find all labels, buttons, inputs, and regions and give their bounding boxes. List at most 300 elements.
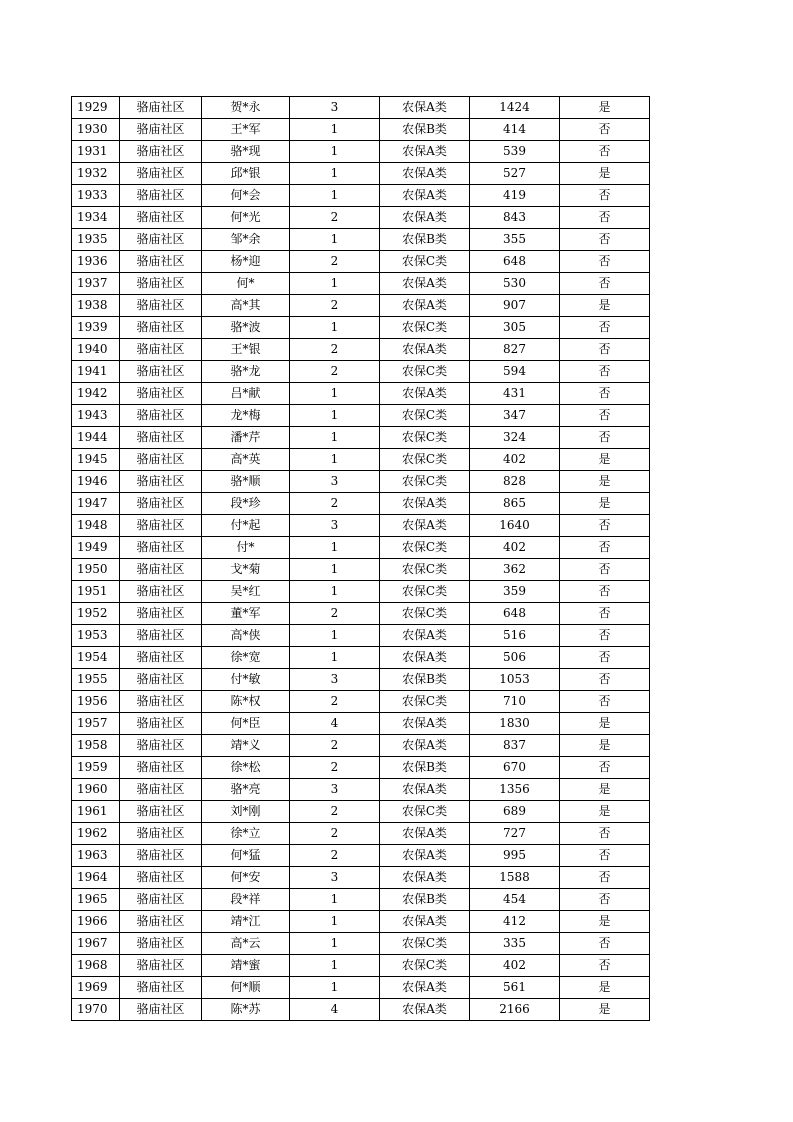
name-cell: 靖*江 [202,911,290,933]
community-cell: 骆庙社区 [120,471,202,493]
table-row [72,977,650,999]
row-id-cell: 1948 [72,515,120,537]
row-id-cell: 1958 [72,735,120,757]
name-cell: 骆*波 [202,317,290,339]
table-row [72,735,650,757]
status-cell: 否 [560,317,650,339]
row-id-cell: 1940 [72,339,120,361]
amount-cell: 454 [470,889,560,911]
insurance-type-cell: 农保C类 [380,691,470,713]
insurance-type-cell: 农保C类 [380,449,470,471]
amount-cell: 1053 [470,669,560,691]
status-cell: 是 [560,735,650,757]
table-row [72,999,650,1021]
insurance-type-cell: 农保B类 [380,889,470,911]
insurance-type-cell: 农保A类 [380,207,470,229]
household-count-cell: 1 [290,229,380,251]
household-count-cell: 1 [290,647,380,669]
household-count-cell: 3 [290,867,380,889]
insurance-type-cell: 农保C类 [380,361,470,383]
amount-cell: 527 [470,163,560,185]
insurance-type-cell: 农保C类 [380,955,470,977]
name-cell: 邹*余 [202,229,290,251]
insurance-type-cell: 农保C类 [380,933,470,955]
table-row [72,295,650,317]
status-cell: 是 [560,163,650,185]
table-row [72,185,650,207]
community-cell: 骆庙社区 [120,427,202,449]
status-cell: 否 [560,251,650,273]
status-cell: 否 [560,933,650,955]
name-cell: 刘*刚 [202,801,290,823]
status-cell: 否 [560,669,650,691]
community-cell: 骆庙社区 [120,493,202,515]
status-cell: 否 [560,119,650,141]
table-row [72,361,650,383]
community-cell: 骆庙社区 [120,977,202,999]
table-row [72,383,650,405]
status-cell: 是 [560,779,650,801]
row-id-cell: 1942 [72,383,120,405]
insurance-type-cell: 农保A类 [380,339,470,361]
status-cell: 是 [560,977,650,999]
household-count-cell: 3 [290,515,380,537]
row-id-cell: 1949 [72,537,120,559]
household-count-cell: 1 [290,889,380,911]
insurance-type-cell: 农保B类 [380,757,470,779]
household-count-cell: 3 [290,97,380,119]
insurance-type-cell: 农保C类 [380,317,470,339]
amount-cell: 412 [470,911,560,933]
table-row [72,559,650,581]
insurance-type-cell: 农保A类 [380,273,470,295]
amount-cell: 837 [470,735,560,757]
name-cell: 何* [202,273,290,295]
household-count-cell: 2 [290,207,380,229]
name-cell: 何*会 [202,185,290,207]
community-cell: 骆庙社区 [120,669,202,691]
status-cell: 否 [560,603,650,625]
insurance-type-cell: 农保A类 [380,713,470,735]
insurance-type-cell: 农保A类 [380,911,470,933]
community-cell: 骆庙社区 [120,581,202,603]
community-cell: 骆庙社区 [120,647,202,669]
row-id-cell: 1951 [72,581,120,603]
table-row [72,471,650,493]
name-cell: 王*军 [202,119,290,141]
status-cell: 是 [560,801,650,823]
household-count-cell: 2 [290,603,380,625]
community-cell: 骆庙社区 [120,955,202,977]
name-cell: 董*军 [202,603,290,625]
name-cell: 高*英 [202,449,290,471]
name-cell: 陈*苏 [202,999,290,1021]
insurance-type-cell: 农保C类 [380,471,470,493]
household-count-cell: 4 [290,713,380,735]
table-row [72,493,650,515]
table-row [72,449,650,471]
status-cell: 是 [560,471,650,493]
community-cell: 骆庙社区 [120,867,202,889]
status-cell: 否 [560,515,650,537]
community-cell: 骆庙社区 [120,449,202,471]
amount-cell: 648 [470,603,560,625]
amount-cell: 1830 [470,713,560,735]
community-cell: 骆庙社区 [120,625,202,647]
status-cell: 是 [560,911,650,933]
row-id-cell: 1936 [72,251,120,273]
status-cell: 否 [560,537,650,559]
status-cell: 是 [560,999,650,1021]
name-cell: 吴*红 [202,581,290,603]
status-cell: 否 [560,383,650,405]
table-row [72,867,650,889]
household-count-cell: 1 [290,141,380,163]
household-count-cell: 2 [290,801,380,823]
row-id-cell: 1970 [72,999,120,1021]
status-cell: 否 [560,339,650,361]
amount-cell: 414 [470,119,560,141]
household-count-cell: 3 [290,669,380,691]
table-row [72,515,650,537]
status-cell: 否 [560,823,650,845]
name-cell: 徐*立 [202,823,290,845]
table-body [72,97,650,1021]
insurance-type-cell: 农保A类 [380,977,470,999]
insurance-type-cell: 农保A类 [380,735,470,757]
household-count-cell: 2 [290,735,380,757]
household-count-cell: 2 [290,251,380,273]
amount-cell: 362 [470,559,560,581]
community-cell: 骆庙社区 [120,559,202,581]
table-row [72,889,650,911]
insurance-type-cell: 农保A类 [380,185,470,207]
name-cell: 何*光 [202,207,290,229]
table-row [72,823,650,845]
insurance-type-cell: 农保A类 [380,823,470,845]
name-cell: 何*臣 [202,713,290,735]
amount-cell: 2166 [470,999,560,1021]
community-cell: 骆庙社区 [120,999,202,1021]
community-cell: 骆庙社区 [120,295,202,317]
table-row [72,845,650,867]
status-cell: 否 [560,867,650,889]
name-cell: 段*珍 [202,493,290,515]
community-cell: 骆庙社区 [120,933,202,955]
insurance-type-cell: 农保C类 [380,405,470,427]
status-cell: 是 [560,493,650,515]
community-cell: 骆庙社区 [120,603,202,625]
status-cell: 否 [560,185,650,207]
community-cell: 骆庙社区 [120,801,202,823]
household-count-cell: 1 [290,977,380,999]
amount-cell: 594 [470,361,560,383]
row-id-cell: 1969 [72,977,120,999]
row-id-cell: 1962 [72,823,120,845]
insurance-type-cell: 农保C类 [380,559,470,581]
household-count-cell: 3 [290,779,380,801]
name-cell: 靖*义 [202,735,290,757]
table-row [72,97,650,119]
household-count-cell: 1 [290,405,380,427]
household-count-cell: 1 [290,625,380,647]
table-row [72,779,650,801]
row-id-cell: 1957 [72,713,120,735]
benefit-table [71,96,650,1021]
insurance-type-cell: 农保B类 [380,229,470,251]
name-cell: 高*侠 [202,625,290,647]
row-id-cell: 1932 [72,163,120,185]
name-cell: 段*祥 [202,889,290,911]
community-cell: 骆庙社区 [120,713,202,735]
amount-cell: 561 [470,977,560,999]
amount-cell: 516 [470,625,560,647]
table-row [72,647,650,669]
status-cell: 否 [560,361,650,383]
amount-cell: 419 [470,185,560,207]
amount-cell: 1640 [470,515,560,537]
household-count-cell: 1 [290,185,380,207]
table-row [72,581,650,603]
community-cell: 骆庙社区 [120,317,202,339]
row-id-cell: 1952 [72,603,120,625]
row-id-cell: 1956 [72,691,120,713]
community-cell: 骆庙社区 [120,779,202,801]
household-count-cell: 1 [290,119,380,141]
status-cell: 否 [560,273,650,295]
row-id-cell: 1946 [72,471,120,493]
amount-cell: 335 [470,933,560,955]
table-row [72,713,650,735]
name-cell: 骆*现 [202,141,290,163]
table-row [72,405,650,427]
row-id-cell: 1938 [72,295,120,317]
name-cell: 何*猛 [202,845,290,867]
table-row [72,427,650,449]
insurance-type-cell: 农保A类 [380,383,470,405]
name-cell: 徐*松 [202,757,290,779]
community-cell: 骆庙社区 [120,141,202,163]
row-id-cell: 1937 [72,273,120,295]
amount-cell: 648 [470,251,560,273]
status-cell: 否 [560,427,650,449]
name-cell: 王*银 [202,339,290,361]
amount-cell: 1356 [470,779,560,801]
table-row [72,251,650,273]
household-count-cell: 1 [290,449,380,471]
amount-cell: 402 [470,449,560,471]
name-cell: 何*安 [202,867,290,889]
community-cell: 骆庙社区 [120,207,202,229]
status-cell: 否 [560,691,650,713]
insurance-type-cell: 农保A类 [380,647,470,669]
name-cell: 骆*亮 [202,779,290,801]
amount-cell: 355 [470,229,560,251]
table-row [72,955,650,977]
community-cell: 骆庙社区 [120,97,202,119]
community-cell: 骆庙社区 [120,361,202,383]
row-id-cell: 1944 [72,427,120,449]
status-cell: 否 [560,141,650,163]
table-row [72,625,650,647]
community-cell: 骆庙社区 [120,273,202,295]
community-cell: 骆庙社区 [120,339,202,361]
name-cell: 戈*菊 [202,559,290,581]
name-cell: 龙*梅 [202,405,290,427]
row-id-cell: 1955 [72,669,120,691]
amount-cell: 402 [470,955,560,977]
status-cell: 否 [560,625,650,647]
household-count-cell: 1 [290,581,380,603]
insurance-type-cell: 农保A类 [380,999,470,1021]
community-cell: 骆庙社区 [120,845,202,867]
amount-cell: 359 [470,581,560,603]
status-cell: 否 [560,581,650,603]
table-row [72,207,650,229]
name-cell: 潘*芹 [202,427,290,449]
amount-cell: 843 [470,207,560,229]
community-cell: 骆庙社区 [120,229,202,251]
amount-cell: 1588 [470,867,560,889]
amount-cell: 689 [470,801,560,823]
insurance-type-cell: 农保A类 [380,493,470,515]
name-cell: 骆*龙 [202,361,290,383]
insurance-type-cell: 农保C类 [380,251,470,273]
row-id-cell: 1953 [72,625,120,647]
community-cell: 骆庙社区 [120,405,202,427]
row-id-cell: 1934 [72,207,120,229]
household-count-cell: 1 [290,273,380,295]
status-cell: 否 [560,757,650,779]
amount-cell: 827 [470,339,560,361]
community-cell: 骆庙社区 [120,163,202,185]
name-cell: 付*起 [202,515,290,537]
name-cell: 何*顺 [202,977,290,999]
status-cell: 否 [560,647,650,669]
table-row [72,163,650,185]
row-id-cell: 1939 [72,317,120,339]
amount-cell: 710 [470,691,560,713]
insurance-type-cell: 农保A类 [380,97,470,119]
name-cell: 徐*宽 [202,647,290,669]
amount-cell: 670 [470,757,560,779]
household-count-cell: 1 [290,955,380,977]
row-id-cell: 1930 [72,119,120,141]
community-cell: 骆庙社区 [120,537,202,559]
amount-cell: 530 [470,273,560,295]
name-cell: 高*其 [202,295,290,317]
insurance-type-cell: 农保A类 [380,295,470,317]
insurance-type-cell: 农保B类 [380,119,470,141]
status-cell: 是 [560,713,650,735]
name-cell: 吕*献 [202,383,290,405]
household-count-cell: 1 [290,537,380,559]
community-cell: 骆庙社区 [120,823,202,845]
row-id-cell: 1959 [72,757,120,779]
insurance-type-cell: 农保A类 [380,779,470,801]
table-row [72,317,650,339]
amount-cell: 865 [470,493,560,515]
name-cell: 陈*权 [202,691,290,713]
name-cell: 付*敏 [202,669,290,691]
household-count-cell: 2 [290,691,380,713]
household-count-cell: 1 [290,559,380,581]
name-cell: 贺*永 [202,97,290,119]
row-id-cell: 1945 [72,449,120,471]
table-row [72,141,650,163]
row-id-cell: 1947 [72,493,120,515]
row-id-cell: 1960 [72,779,120,801]
insurance-type-cell: 农保C类 [380,801,470,823]
name-cell: 邱*银 [202,163,290,185]
status-cell: 否 [560,889,650,911]
household-count-cell: 1 [290,383,380,405]
household-count-cell: 2 [290,339,380,361]
household-count-cell: 2 [290,823,380,845]
community-cell: 骆庙社区 [120,691,202,713]
insurance-type-cell: 农保C类 [380,581,470,603]
household-count-cell: 2 [290,757,380,779]
table-row [72,537,650,559]
household-count-cell: 1 [290,933,380,955]
amount-cell: 402 [470,537,560,559]
row-id-cell: 1966 [72,911,120,933]
status-cell: 否 [560,405,650,427]
row-id-cell: 1941 [72,361,120,383]
row-id-cell: 1943 [72,405,120,427]
row-id-cell: 1933 [72,185,120,207]
name-cell: 付* [202,537,290,559]
community-cell: 骆庙社区 [120,911,202,933]
row-id-cell: 1964 [72,867,120,889]
row-id-cell: 1935 [72,229,120,251]
community-cell: 骆庙社区 [120,185,202,207]
row-id-cell: 1931 [72,141,120,163]
insurance-type-cell: 农保A类 [380,163,470,185]
insurance-type-cell: 农保A类 [380,845,470,867]
name-cell: 高*云 [202,933,290,955]
row-id-cell: 1967 [72,933,120,955]
table-row [72,339,650,361]
household-count-cell: 2 [290,361,380,383]
insurance-type-cell: 农保C类 [380,427,470,449]
amount-cell: 539 [470,141,560,163]
household-count-cell: 2 [290,295,380,317]
name-cell: 杨*迎 [202,251,290,273]
table-row [72,273,650,295]
community-cell: 骆庙社区 [120,735,202,757]
amount-cell: 305 [470,317,560,339]
status-cell: 否 [560,955,650,977]
table-row [72,669,650,691]
status-cell: 否 [560,229,650,251]
insurance-type-cell: 农保A类 [380,515,470,537]
amount-cell: 828 [470,471,560,493]
name-cell: 骆*顺 [202,471,290,493]
row-id-cell: 1963 [72,845,120,867]
community-cell: 骆庙社区 [120,889,202,911]
row-id-cell: 1965 [72,889,120,911]
community-cell: 骆庙社区 [120,757,202,779]
community-cell: 骆庙社区 [120,251,202,273]
amount-cell: 907 [470,295,560,317]
amount-cell: 506 [470,647,560,669]
table-row [72,757,650,779]
household-count-cell: 1 [290,427,380,449]
household-count-cell: 3 [290,471,380,493]
row-id-cell: 1950 [72,559,120,581]
household-count-cell: 1 [290,317,380,339]
